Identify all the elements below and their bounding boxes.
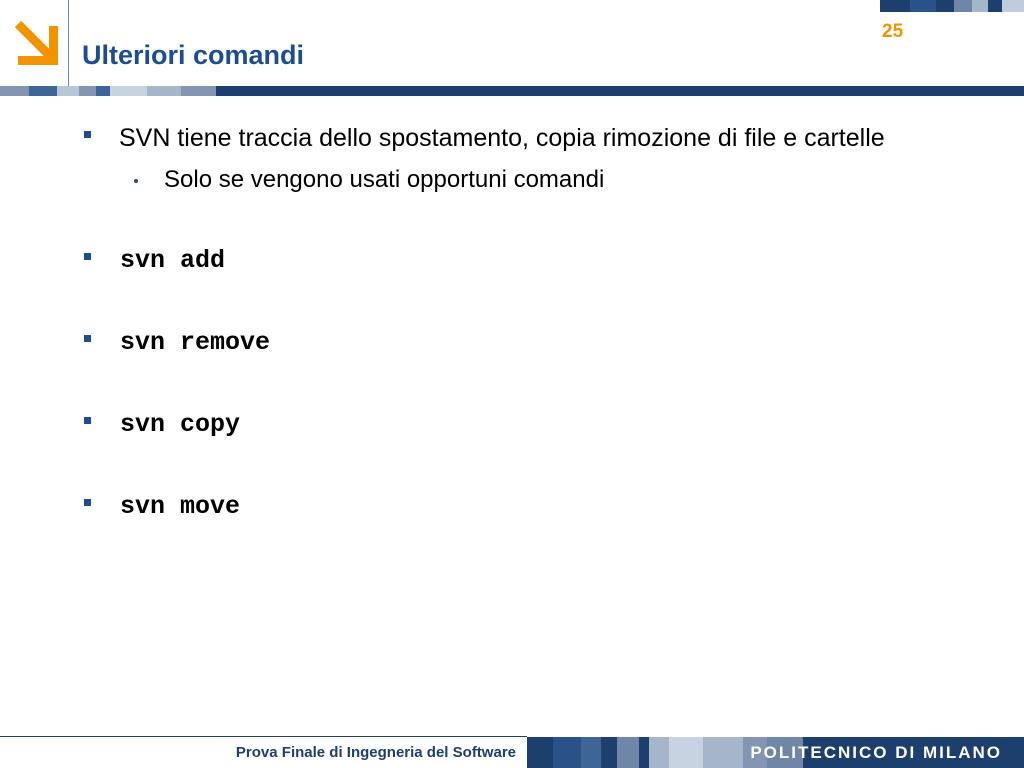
square-bullet-icon (84, 499, 91, 506)
footer-brand-bar (527, 737, 1024, 768)
page-number: 25 (882, 21, 904, 42)
sub-bullet-text: Solo se vengono usati opportuni comandi (164, 166, 605, 193)
square-bullet-icon (84, 417, 91, 424)
square-bullet-icon (84, 335, 91, 342)
politecnico-arrow-logo-icon (12, 18, 62, 68)
slide-title: Ulteriori comandi (82, 40, 305, 70)
footer-course-title: Prova Finale di Ingegneria del Software (235, 744, 516, 761)
square-bullet-icon (84, 253, 91, 260)
bullet-text: SVN tiene traccia dello spostamento, copia rimozione di file e cartelle (119, 124, 885, 152)
square-bullet-icon (84, 131, 91, 138)
logo-divider (68, 0, 69, 86)
command-text: svn move (120, 492, 241, 521)
header-color-rule (0, 86, 1024, 96)
top-color-strip (880, 0, 1024, 12)
command-text: svn copy (120, 410, 241, 439)
command-text: svn add (120, 246, 226, 275)
command-text: svn remove (120, 328, 271, 357)
dot-bullet-icon (134, 179, 138, 183)
institution-wordmark: POLITECNICO DI MILANO (750, 743, 1002, 762)
